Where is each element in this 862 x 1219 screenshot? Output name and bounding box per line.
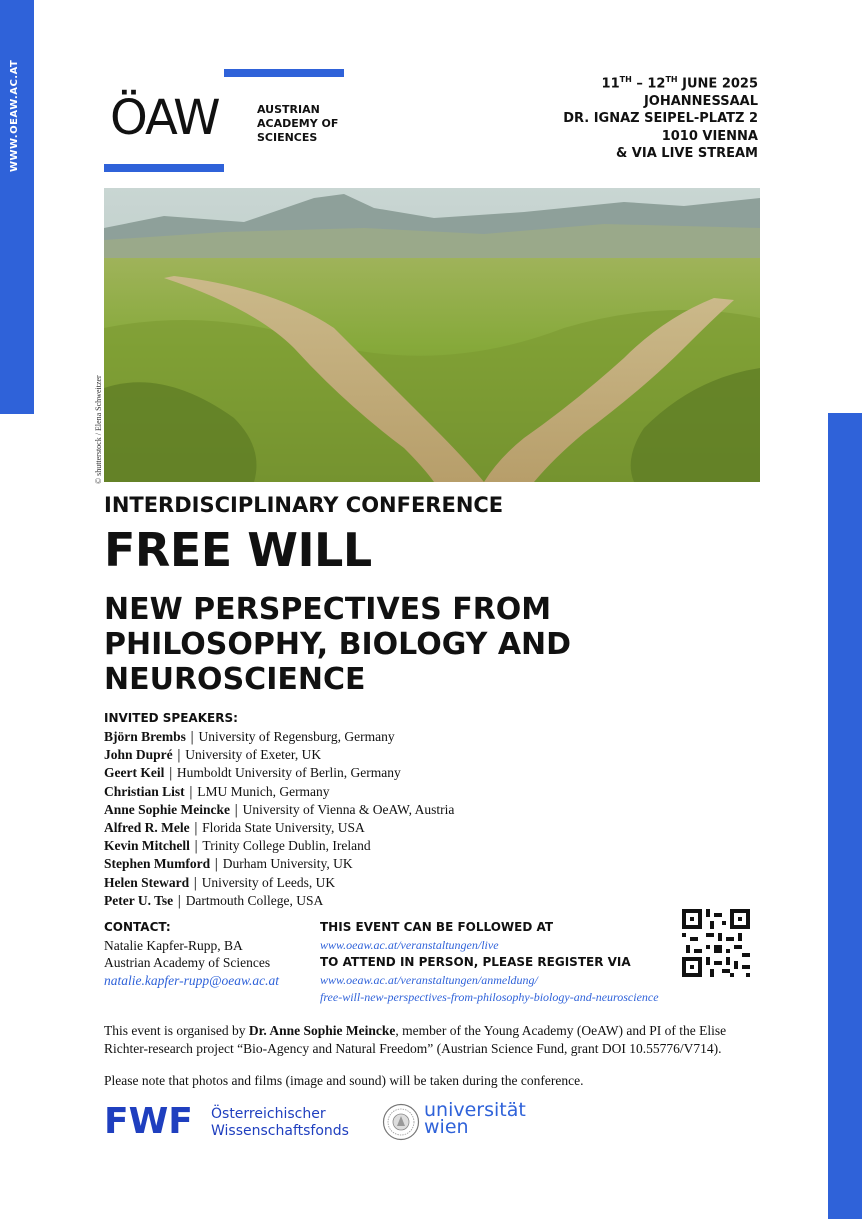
organiser-name: Dr. Anne Sophie Meincke [248,1023,396,1038]
speaker-row: Alfred R. Mele | Florida State University, USA [104,820,365,837]
speaker-row: Geert Keil | Humboldt University of Berlin, Germany [104,765,401,782]
follow-heading: THIS EVENT CAN BE FOLLOWED AT [320,920,554,934]
speaker-row: Peter U. Tse | Dartmouth College, USA [104,892,324,909]
hero-image [104,188,760,482]
event-street: DR. IGNAZ SEIPEL-PLATZ 2 [563,111,758,127]
event-date: 11TH – 12TH JUNE 2025 [601,75,758,92]
speaker-row: John Dupré | University of Exeter, UK [104,747,322,764]
oeaw-logo: ÖAW [110,90,219,146]
contact-email-link[interactable]: natalie.kapfer-rupp@oeaw.ac.at [104,972,279,988]
contact-heading: CONTACT: [104,920,171,934]
speaker-row: Stephen Mumford | Durham University, UK [104,856,353,873]
event-info [563,71,758,163]
speaker-row: Kevin Mitchell | Trinity College Dublin, Ireland [104,838,371,855]
conference-type: INTERDISCIPLINARY CONFERENCE [104,493,504,517]
academy-name [257,103,338,145]
event-stream: & VIA LIVE STREAM [615,146,758,162]
contact-name: Natalie Kapfer-Rupp, BA [104,937,243,953]
event-city: 1010 VIENNA [661,128,758,144]
website-url[interactable]: WWW.OEAW.AC.AT [9,59,20,172]
speakers-heading: INVITED SPEAKERS: [104,711,238,725]
academy-name-line: AUSTRIAN [257,103,320,116]
contact-org: Austrian Academy of Sciences [104,955,271,970]
live-stream-link[interactable]: www.oeaw.ac.at/veranstaltungen/live [320,937,499,952]
academy-name-line: ACADEMY OF [257,117,339,130]
registration-link[interactable] [320,972,659,1007]
university-of-vienna-name [424,1099,526,1138]
academy-name-line: SCIENCES [257,131,318,144]
uni-name-line: universität [424,1099,526,1121]
university-seal-icon [382,1103,420,1141]
fwf-name [211,1106,349,1140]
register-heading: TO ATTEND IN PERSON, PLEASE REGISTER VIA [320,955,631,969]
forked-path-landscape [104,188,760,482]
follow-block [320,919,659,1007]
organiser-statement: This event is organised by Dr. Anne Sophie Meincke, member of the Young Academy (OeAW) and PI of the Elise Richter-research project “Bio-Agency and Natural Freedom” (Austrian Science Fund, grant DOI 10.55776/V714). [104,1023,727,1056]
right-accent-strip [828,413,862,1219]
conference-subtitle: NEW PERSPECTIVES FROM PHILOSOPHY, BIOLOGY AND NEUROSCIENCE [104,592,572,697]
left-accent-strip [0,0,34,414]
uni-name-line: wien [424,1116,469,1138]
contact-block [104,919,279,989]
fwf-name-line: Österreichischer [211,1106,326,1122]
speaker-row: Christian List | LMU Munich, Germany [104,783,330,800]
logo-bar-top [224,69,344,77]
fwf-logo: FWF [104,1101,193,1142]
qr-code-icon[interactable] [682,909,750,977]
speaker-row: Helen Steward | University of Leeds, UK [104,874,336,891]
logo-bar-bottom [104,164,224,172]
speakers-list [104,728,454,910]
conference-title: FREE WILL [104,523,372,577]
registration-link-line[interactable]: free-will-new-perspectives-from-philosophy-biology-and-neuroscience [320,990,659,1004]
media-note: Please note that photos and films (image and sound) will be taken during the conference. [104,1073,584,1088]
speaker-row: Anne Sophie Meincke | University of Vienna & OeAW, Austria [104,801,455,818]
photo-credit: © shutterstock / Elena Schweitzer [94,375,103,484]
registration-link-line[interactable]: www.oeaw.ac.at/veranstaltungen/anmeldung/ [320,972,538,987]
event-venue: JOHANNESSAAL [643,93,758,109]
fwf-name-line: Wissenschaftsfonds [211,1123,349,1139]
speaker-row: Björn Brembs | University of Regensburg, Germany [104,729,395,745]
